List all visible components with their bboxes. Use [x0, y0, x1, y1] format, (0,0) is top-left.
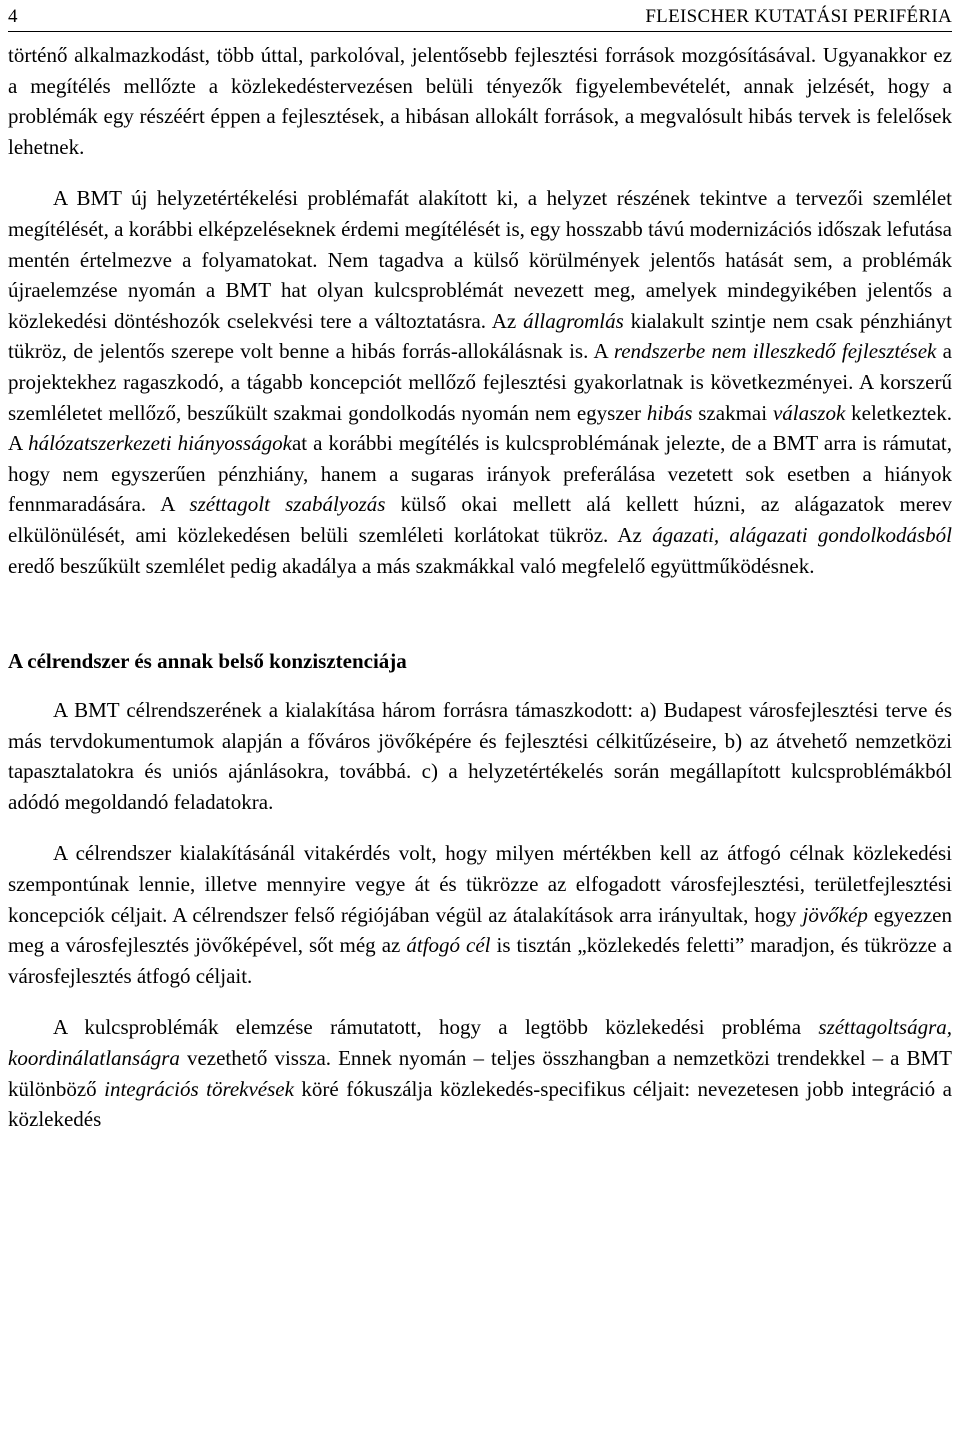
- emphasis-rendszerbe: rendszerbe nem illeszkedő fejlesztések: [613, 339, 937, 364]
- text-run: keletkeztek. A: [8, 400, 952, 456]
- text-run: at a korábbi megítélés is kulcsproblémának jelezte, de a BMT arra is rámutat, hogy nem egyszerűen pénzhiány, hanem a sugaras irányok preferálása vezetett sok esetben a hiányok fennmaradására. A: [8, 431, 953, 517]
- emphasis-agazati: ágazati, alágazati gondolkodásból: [652, 522, 952, 547]
- paragraph-3: A BMT célrendszerének a kialakítása három forrásra támaszkodott: a) Budapest városfejlesztési terve és más tervdokumentumok alapján a főváros jövőképére és fejlesztési célkitűzéseire, b) az átvehető nemzetközi tapasztalatokra és uniós ajánlásokra, továbbá. c) a helyzetértékelés során megállapított kulcsproblémákból adódó megoldandó feladatokra.: [8, 698, 952, 814]
- page-number: 4: [8, 6, 18, 27]
- emphasis-atfogo-cel: átfogó cél: [406, 933, 491, 958]
- document-page: [0, 2, 960, 1433]
- paragraph-5: [8, 1012, 952, 1134]
- text-run: A BMT új helyzetértékelési problémafát alakított ki, a helyzet részének tekintve a tervezői szemlélet megítélését, a korábbi elképzeléseknek érdemi megítélését is, egy hosszabb távú modernizációs időszak lefutása mentén értelmezve a folyamatokat. Nem tagadva a külső körülmények jelentős hatását sem, a problémák újraelemzése nyomán a BMT hat olyan kulcsproblémát nevezett meg, amelyek mindegyikében jelentős a közlekedési döntéshozók cselekvési tere a változtatásra. Az: [8, 186, 952, 333]
- emphasis-hibas: hibás: [646, 400, 693, 425]
- running-header: [8, 2, 952, 32]
- text-run: köré fókuszálja közlekedés-specifikus céljait: nevezetesen jobb integráció a közlekedés: [8, 1076, 952, 1132]
- emphasis-jovokep: jövőkép: [802, 902, 868, 927]
- text-run: szakmai: [692, 400, 773, 425]
- emphasis-integracios: integrációs törekvések: [104, 1076, 294, 1101]
- body-text: [8, 40, 952, 1135]
- text-run: is tisztán „közlekedés feletti” maradjon, és tükrözze a városfejlesztés átfogó céljait.: [8, 933, 952, 988]
- text-run: A célrendszer kialakításánál vitakérdés volt, hogy milyen mértékben kell az átfogó célnak közlekedési szempontúnak lennie, illetve mennyire vegye át és tükrözze az elfogadott városfejlesztési, területfejlesztési koncepciók céljait. A célrendszer felső régiójában végül az átalakítások arra irányultak, hogy: [8, 841, 952, 927]
- emphasis-halozatszerkezeti: hálózatszerkezeti hiányosságok: [28, 431, 292, 456]
- emphasis-allagromlas: állagromlás: [523, 308, 624, 333]
- emphasis-szettagoltsagra: széttagoltságra, koordinálatlanságra: [8, 1015, 952, 1071]
- paragraph-4: [8, 838, 952, 991]
- text-run: eredő beszűkült szemlélet pedig akadálya a más szakmákkal való megfelelő együttműködésnek.: [8, 553, 815, 578]
- emphasis-valaszok: válaszok: [772, 400, 846, 425]
- text-run: vezethető vissza. Ennek nyomán – teljes összhangban a nemzetközi trendekkel – a BMT különböző: [8, 1046, 952, 1101]
- text-run: egyezzen meg a városfejlesztés jövőképével, sőt még az: [8, 902, 952, 958]
- section-heading: A célrendszer és annak belső konzisztenciája: [8, 649, 407, 674]
- emphasis-szettagolt: széttagolt szabályozás: [189, 492, 386, 517]
- text-run: külső okai mellett alá kellett húzni, az alágazatok merev elkülönülését, ami közlekedésen belüli szemléleti korlátokat tükröz. Az: [8, 492, 952, 547]
- text-run: A kulcsproblémák elemzése rámutatott, hogy a legtöbb közlekedési probléma: [53, 1015, 819, 1040]
- journal-title: FLEISCHER KUTATÁSI PERIFÉRIA: [645, 6, 952, 27]
- paragraph-2: [8, 183, 952, 581]
- paragraph-1: történő alkalmazkodást, több úttal, parkolóval, jelentősebb fejlesztési források mozgósításával. Ugyanakkor ez a megítélés mellőzte a közlekedéstervezésen belüli tényezők figyelembevételét, annak jelzését, hogy a problémák egy részéért éppen a fejlesztések, a hibásan allokált források, a megvalósult hibás tervek is felelősek lehetnek.: [8, 43, 952, 159]
- text-run: a projektekhez ragaszkodó, a tágabb koncepciót mellőző fejlesztési gyakorlatnak is következményei. A korszerű szemléletet mellőző, beszűkült szakmai gondolkodás nyomán nem egyszer: [8, 339, 952, 425]
- text-run: kialakult szintje nem csak pénzhiányt tükröz, de jelentős szerepe volt benne a hibás forrás-allokálásnak is. A: [8, 308, 952, 364]
